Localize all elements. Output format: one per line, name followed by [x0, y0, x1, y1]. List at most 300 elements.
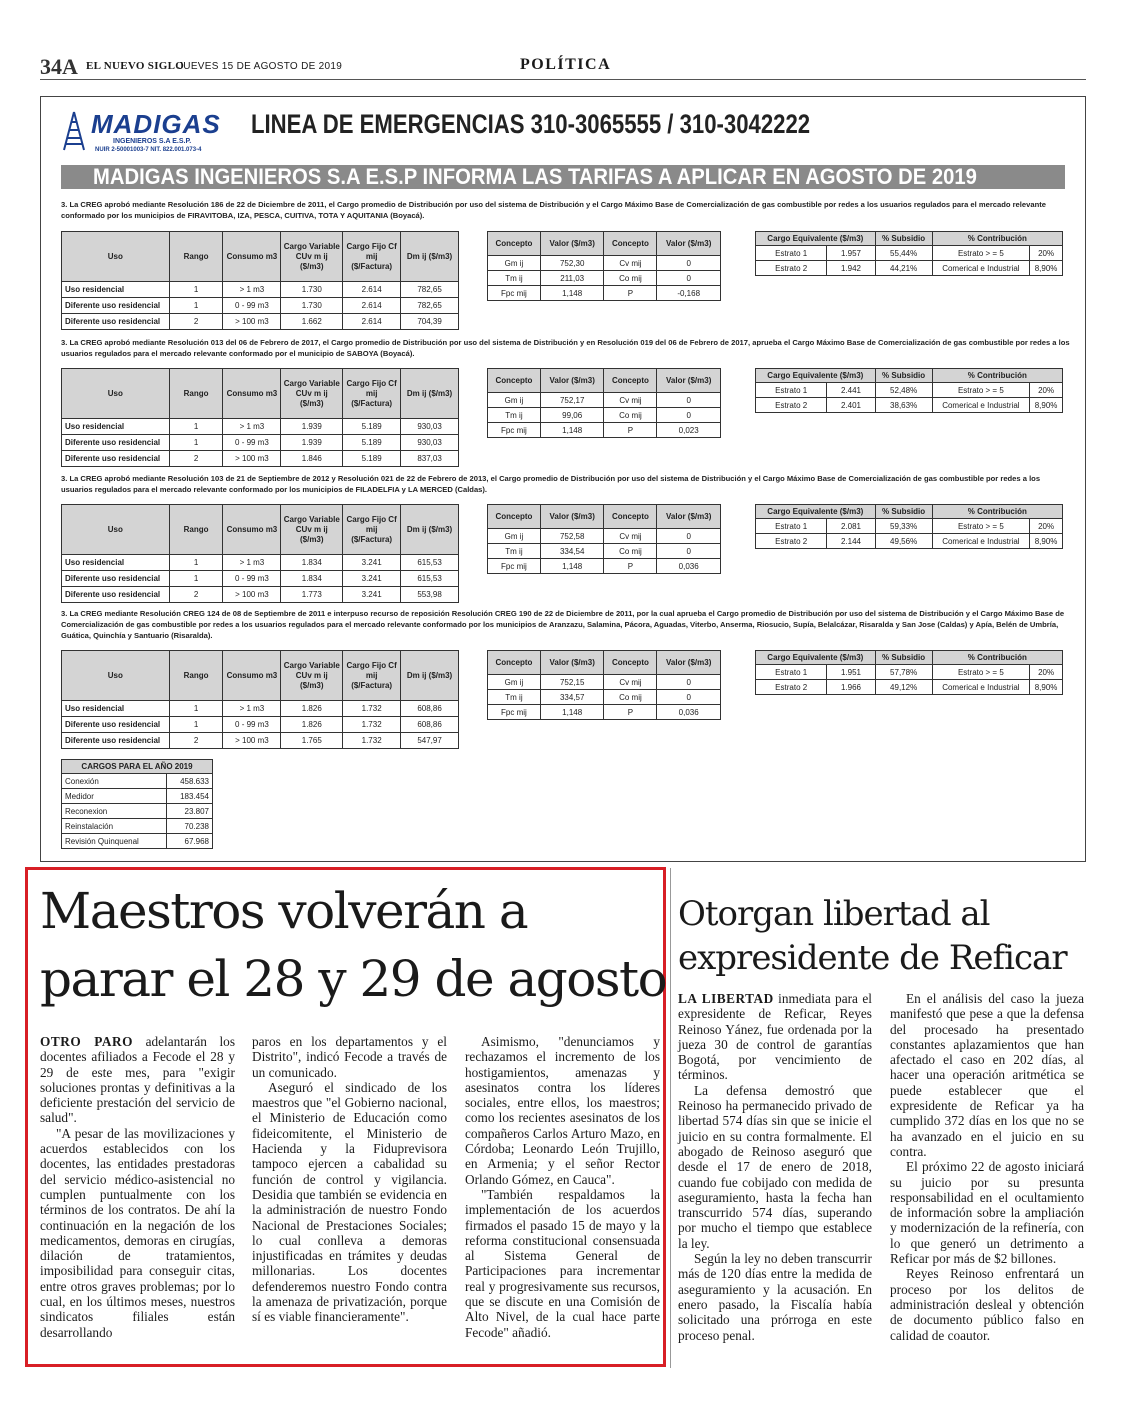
table-cell: 1 — [169, 419, 223, 435]
table-cell: 8,90% — [1030, 261, 1063, 276]
cargo-value: 183.454 — [167, 789, 213, 804]
table-cell: Cv mij — [604, 256, 657, 271]
column-header: % Contribución — [932, 651, 1062, 665]
table-cell: Fpc mij — [488, 559, 541, 574]
page-header — [40, 52, 1086, 80]
table-cell: 615,53 — [401, 555, 459, 571]
column-header: Concepto — [604, 651, 657, 675]
table-cell: 1.957 — [827, 246, 875, 261]
table-cell: Estrato 2 — [756, 534, 827, 549]
logo-wordmark: MADIGAS — [91, 109, 221, 139]
table-cell: 1.942 — [827, 261, 875, 276]
table-cell: P — [604, 559, 657, 574]
column-header: % Contribución — [932, 505, 1062, 519]
column-header: Rango — [169, 651, 223, 701]
article1-column-3 — [465, 1034, 660, 1340]
table-cell: 0 - 99 m3 — [223, 298, 281, 314]
table-cell: 1.834 — [281, 571, 343, 587]
table-cell: 2.081 — [827, 519, 875, 534]
table-cell: 0,036 — [657, 705, 721, 720]
table-cell: 52,48% — [875, 383, 932, 398]
article-text: inmediata para el expresidente de Reficar, Reyes Reinoso Yánez, fue ordenada por la jueza 30 de control de garantías Bogotá, por vencimiento de términos. — [678, 991, 872, 1083]
column-header: Valor ($/m3) — [657, 232, 721, 256]
table-cell: 2 — [169, 733, 223, 749]
column-header: Concepto — [488, 232, 541, 256]
column-header: Valor ($/m3) — [657, 369, 721, 393]
table-cell: 49,56% — [875, 534, 932, 549]
article-headline: Maestros volverán a — [40, 882, 528, 940]
table-cell: Cv mij — [604, 529, 657, 544]
madigas-logo — [61, 109, 231, 155]
table-cell: > 1 m3 — [223, 282, 281, 298]
article2-column-1 — [678, 991, 872, 1343]
column-header: % Subsidio — [875, 505, 932, 519]
tariff-main-table — [61, 368, 459, 467]
table-cell: > 1 m3 — [223, 555, 281, 571]
table-cell: 2.144 — [827, 534, 875, 549]
table-cell: 0 — [657, 408, 721, 423]
table-row — [756, 398, 1063, 413]
table-row — [62, 419, 459, 435]
tariff-main-table — [61, 231, 459, 330]
table-cell: 1.730 — [281, 282, 343, 298]
table-cell: Uso residencial — [62, 555, 170, 571]
column-header: Cargo Equivalente ($/m3) — [756, 505, 876, 519]
table-cell: Estrato 1 — [756, 519, 827, 534]
table-cell: 1.826 — [281, 717, 343, 733]
table-cell: 334,57 — [540, 690, 604, 705]
cargos-title: CARGOS PARA EL AÑO 2019 — [62, 760, 213, 774]
cargos-2019-table — [61, 759, 213, 849]
table-row — [488, 705, 721, 720]
column-header: % Contribución — [932, 232, 1062, 246]
table-cell: 2 — [169, 587, 223, 603]
table-cell: 752,15 — [540, 675, 604, 690]
cargo-value: 23.807 — [167, 804, 213, 819]
table-cell: 930,03 — [401, 435, 459, 451]
table-cell: > 1 m3 — [223, 419, 281, 435]
table-row — [62, 789, 213, 804]
cargo-label: Reinstalación — [62, 819, 167, 834]
table-cell: 1.966 — [827, 680, 875, 695]
table-cell: > 100 m3 — [223, 733, 281, 749]
table-cell: 8,90% — [1030, 680, 1063, 695]
cargo-label: Medidor — [62, 789, 167, 804]
table-cell: Estrato 2 — [756, 261, 827, 276]
banner-text: MADIGAS INGENIEROS S.A E.S.P INFORMA LAS TARIFAS A APLICAR EN AGOSTO DE 2019 — [93, 164, 977, 189]
column-header: Cargo Variable CUv m ij ($/m3) — [281, 651, 343, 701]
column-header: Cargo Variable CUv m ij ($/m3) — [281, 505, 343, 555]
table-row — [62, 571, 459, 587]
table-row — [488, 256, 721, 271]
table-row — [62, 774, 213, 789]
column-header: Concepto — [604, 232, 657, 256]
resolution-note: 3. La CREG mediante Resolución CREG 124 de 08 de Septiembre de 2011 e interpuso recurso de reposición Resolución CREG 190 de 22 de Diciembre de 2011, por la cual aprueba el Cargo promedio de Distribución por uso del sistema de Distribución y el Cargo Máximo Base de Comercialización de gas combustible por redes a los usuarios regulados para el mercado relevante conformado por los municipios de Aranzazu, Salamina, Pácora, Aguadas, Viterbo, Anserma, Riosucio, Supía, Belalcázar, Risaralda y San Jose (Caldas) y Apía, Belén de Umbría, Guática, Quinchía y Santuario (Risaralda). — [61, 609, 1065, 640]
table-cell: 1 — [169, 435, 223, 451]
table-cell: Diferente uso residencial — [62, 587, 170, 603]
table-cell: 0 — [657, 529, 721, 544]
table-cell: Estrato > = 5 — [932, 246, 1030, 261]
table-cell: 752,58 — [540, 529, 604, 544]
table-cell: Diferente uso residencial — [62, 717, 170, 733]
column-header: Rango — [169, 369, 223, 419]
resolution-note: 3. La CREG aprobó mediante Resolución 186 de 22 de Diciembre de 2011, el Cargo promedio de Distribución por uso del sistema de Distribución y el Cargo Máximo Base de Comercialización de gas combustible por redes a los usuarios regulados para el mercado relevante conformado por los municipios de FIRAVITOBA, IZA, PESCA, CUITIVA, TOTA Y AQUITANIA (Boyacá). — [61, 200, 1046, 220]
article-paragraph — [678, 991, 872, 1083]
table-cell: 2.614 — [343, 282, 401, 298]
article1-column-2 — [252, 1034, 447, 1325]
table-row — [62, 451, 459, 467]
article-paragraph: paros en los departamentos y el Distrito", indicó Fecode a través de un comunicado. — [252, 1034, 447, 1080]
table-cell: 2.401 — [827, 398, 875, 413]
table-cell: 5.189 — [343, 451, 401, 467]
table-cell: 5.189 — [343, 419, 401, 435]
table-cell: 1.732 — [343, 701, 401, 717]
column-header: Concepto — [488, 369, 541, 393]
column-header: Uso — [62, 232, 170, 282]
table-cell: 3.241 — [343, 571, 401, 587]
table-cell: Cv mij — [604, 393, 657, 408]
column-header: Cargo Equivalente ($/m3) — [756, 369, 876, 383]
column-header: Consumo m3 — [223, 232, 281, 282]
table-row — [488, 408, 721, 423]
column-header: Consumo m3 — [223, 651, 281, 701]
table-cell: 2 — [169, 451, 223, 467]
table-row — [756, 665, 1063, 680]
table-cell: Estrato 2 — [756, 398, 827, 413]
table-cell: 615,53 — [401, 571, 459, 587]
article-text: adelantarán los docentes afiliados a Fecode el 28 y 29 de este mes, para "exigir soluciones prontas y definitivas a la deficiente prestación del servicio de salud". — [40, 1034, 235, 1126]
column-header: Uso — [62, 369, 170, 419]
column-header: Valor ($/m3) — [657, 651, 721, 675]
article-headline: expresidente de Reficar — [678, 938, 1067, 978]
column-header: Concepto — [488, 651, 541, 675]
article2-column-2 — [890, 991, 1084, 1343]
column-header: Cargo Equivalente ($/m3) — [756, 232, 876, 246]
table-cell: 0 — [657, 675, 721, 690]
table-cell: 1.939 — [281, 419, 343, 435]
column-header: Concepto — [604, 369, 657, 393]
subsidy-table — [755, 504, 1063, 549]
column-header: Cargo Fijo Cf mij ($/Factura) — [343, 505, 401, 555]
table-row — [756, 383, 1063, 398]
article-kicker: OTRO PARO — [40, 1034, 133, 1049]
table-cell: 211,03 — [540, 271, 604, 286]
column-header: % Subsidio — [875, 651, 932, 665]
column-divider — [670, 868, 671, 1368]
table-cell: 2.441 — [827, 383, 875, 398]
column-header: Cargo Variable CUv m ij ($/m3) — [281, 232, 343, 282]
table-cell: 2 — [169, 314, 223, 330]
cargo-label: Reconexion — [62, 804, 167, 819]
resolution-note: 3. La CREG aprobó mediante Resolución 013 del 06 de Febrero de 2017, el Cargo promedio de Distribución por uso del sistema de Distribución y en Resolución 019 del 06 de Febrero de 2017, aprueba el Cargo Máximo Base de Comercialización de gas combustible por redes a los usuarios regulados para el mercado relevante conformado por el municipio de SABOYA (Boyacá). — [61, 338, 1070, 358]
emergency-line: LINEA DE EMERGENCIAS 310-3065555 / 310-3042222 — [251, 109, 811, 139]
column-header: Valor ($/m3) — [657, 505, 721, 529]
article-paragraph: Reyes Reinoso enfrentará un proceso por los delitos de administración desleal y obtención de documento público falso en calidad de coautor. — [890, 1266, 1084, 1343]
subsidy-table — [755, 231, 1063, 276]
cargo-label: Revisión Quinquenal — [62, 834, 167, 849]
table-cell: 0 — [657, 690, 721, 705]
table-cell: 55,44% — [875, 246, 932, 261]
table-cell: Fpc mij — [488, 705, 541, 720]
table-cell: Tm ij — [488, 271, 541, 286]
column-header: % Subsidio — [875, 369, 932, 383]
table-cell: 1 — [169, 555, 223, 571]
table-cell: > 100 m3 — [223, 587, 281, 603]
table-row — [488, 393, 721, 408]
table-cell: Estrato 1 — [756, 665, 827, 680]
table-row — [756, 534, 1063, 549]
section-title: POLÍTICA — [520, 56, 612, 73]
issue-date: JUEVES 15 DE AGOSTO DE 2019 — [178, 61, 343, 72]
table-cell: Tm ij — [488, 544, 541, 559]
table-cell: 1.732 — [343, 717, 401, 733]
table-cell: Gm ij — [488, 256, 541, 271]
table-cell: Uso residencial — [62, 282, 170, 298]
table-cell: Estrato > = 5 — [932, 665, 1030, 680]
table-cell: 20% — [1030, 665, 1063, 680]
article-paragraph: El próximo 22 de agosto iniciará su juicio por su presunta responsabilidad en el ocultamiento de información sobre la ampliación y modernización de la refinería, con lo que generó un detrimento a Reficar por más de $2 billones. — [890, 1159, 1084, 1267]
table-cell: 837,03 — [401, 451, 459, 467]
column-header: Uso — [62, 505, 170, 555]
table-cell: Diferente uso residencial — [62, 733, 170, 749]
article-paragraph: Según la ley no deben transcurrir más de 120 días entre la medida de aseguramiento y la acusación. En enero pasado, la Fiscalía había solicitado una prórroga en este proceso penal. — [678, 1251, 872, 1343]
table-cell: Gm ij — [488, 529, 541, 544]
table-cell: 782,65 — [401, 282, 459, 298]
table-cell: 3.241 — [343, 555, 401, 571]
table-cell: 0 - 99 m3 — [223, 717, 281, 733]
column-header: Dm ij ($/m3) — [401, 505, 459, 555]
table-cell: 20% — [1030, 519, 1063, 534]
table-cell: 1 — [169, 571, 223, 587]
page-number: 34A — [40, 54, 78, 79]
table-cell: 1,148 — [540, 705, 604, 720]
tariff-main-table — [61, 504, 459, 603]
table-row — [488, 286, 721, 301]
table-cell: Co mij — [604, 544, 657, 559]
table-row — [62, 435, 459, 451]
column-header: % Subsidio — [875, 232, 932, 246]
table-cell: P — [604, 286, 657, 301]
table-cell: Estrato > = 5 — [932, 519, 1030, 534]
table-cell: 49,12% — [875, 680, 932, 695]
table-cell: Comerical e Industrial — [932, 534, 1030, 549]
table-cell: 99,06 — [540, 408, 604, 423]
column-header: Consumo m3 — [223, 505, 281, 555]
table-cell: 608,86 — [401, 717, 459, 733]
table-cell: Fpc mij — [488, 286, 541, 301]
table-row — [488, 529, 721, 544]
column-header: Dm ij ($/m3) — [401, 651, 459, 701]
table-cell: Diferente uso residencial — [62, 314, 170, 330]
table-cell: 1,148 — [540, 423, 604, 438]
concept-table — [487, 650, 721, 720]
table-row — [62, 555, 459, 571]
column-header: Valor ($/m3) — [540, 505, 604, 529]
table-cell: > 100 m3 — [223, 314, 281, 330]
subsidy-table — [755, 368, 1063, 413]
table-cell: Diferente uso residencial — [62, 298, 170, 314]
table-cell: Estrato > = 5 — [932, 383, 1030, 398]
table-cell: 1.846 — [281, 451, 343, 467]
table-cell: Cv mij — [604, 675, 657, 690]
table-cell: Gm ij — [488, 675, 541, 690]
table-cell: 0,036 — [657, 559, 721, 574]
column-header: Uso — [62, 651, 170, 701]
concept-table — [487, 504, 721, 574]
table-cell: 0 — [657, 256, 721, 271]
table-cell: 20% — [1030, 383, 1063, 398]
table-cell: P — [604, 705, 657, 720]
table-cell: Tm ij — [488, 408, 541, 423]
table-row — [756, 246, 1063, 261]
column-header: Valor ($/m3) — [540, 232, 604, 256]
table-cell: 0 - 99 m3 — [223, 571, 281, 587]
table-cell: 334,54 — [540, 544, 604, 559]
table-cell: 752,30 — [540, 256, 604, 271]
column-header: Cargo Fijo Cf mij ($/Factura) — [343, 651, 401, 701]
article-paragraph: Aseguró el sindicado de los maestros que "el Gobierno nacional, el Ministerio de Educación como fideicomitente, el Ministerio de Hacienda y la Fiduprevisora tampoco ejercen a cabalidad su función de control y vigilancia. Desidia que también se evidencia en la administración de nuestro Fondo Nacional de Prestaciones Sociales; lo cual conlleva a demoras injustificadas en trámites y deudas millonarias. Los docentes defenderemos nuestro Fondo contra la amenaza de privatización, porque sí es viable financieramente". — [252, 1079, 447, 1325]
column-header: Valor ($/m3) — [540, 369, 604, 393]
cargo-value: 70.238 — [167, 819, 213, 834]
cargo-label: Conexión — [62, 774, 167, 789]
concept-table — [487, 368, 721, 438]
article-paragraph: En el análisis del caso la jueza manifestó que pese a que la defensa del procesado ha presentado constantes aplazamientos que han afectado el caso en 202 días, al hacer una operación aritmética se puede establecer que el expresidente de Reficar ya ha cumplido 372 días en los que no se ha avanzado en el juicio en su contra. — [890, 991, 1084, 1159]
table-cell: 44,21% — [875, 261, 932, 276]
article1-column-1 — [40, 1034, 235, 1340]
table-cell: 1 — [169, 282, 223, 298]
table-cell: 1.826 — [281, 701, 343, 717]
column-header: Concepto — [488, 505, 541, 529]
table-cell: 1.773 — [281, 587, 343, 603]
table-cell: Diferente uso residencial — [62, 451, 170, 467]
table-row — [488, 690, 721, 705]
table-cell: 1.939 — [281, 435, 343, 451]
table-cell: Comerical e Industrial — [932, 680, 1030, 695]
table-cell: 5.189 — [343, 435, 401, 451]
table-row — [756, 680, 1063, 695]
table-cell: 0 — [657, 271, 721, 286]
table-cell: 930,03 — [401, 419, 459, 435]
table-cell: Diferente uso residencial — [62, 435, 170, 451]
table-cell: 1.765 — [281, 733, 343, 749]
column-header: Consumo m3 — [223, 369, 281, 419]
table-cell: 1.662 — [281, 314, 343, 330]
article-paragraph: "A pesar de las movilizaciones y acuerdos establecidos con los docentes, las entidades prestadoras del servicio médico-asistencial no cumplen puntualmente con los términos de los contratos. De ahí la continuación en la negación de los medicamentos, demoras en cirugías, dilación de tratamientos, imposibilidad para conseguir citas, entre otros graves problemas; por lo cual, en los últimos meses, nuestros sindicatos filiales están desarrollando — [40, 1125, 235, 1340]
column-header: Cargo Fijo Cf mij ($/Factura) — [343, 369, 401, 419]
table-cell: 8,90% — [1030, 398, 1063, 413]
subsidy-table — [755, 650, 1063, 695]
table-row — [488, 423, 721, 438]
table-cell: 2.614 — [343, 314, 401, 330]
table-cell: 3.241 — [343, 587, 401, 603]
tariff-main-table — [61, 650, 459, 749]
article-paragraph: "También respaldamos la implementación de los acuerdos firmados el pasado 15 de mayo y la reforma constitucional consensuada al Sistema General de Participaciones para incrementar real y progresivamente sus recursos, que se discute en una Comisión de Alto Nivel, de la cual hace parte Fecode" añadió. — [465, 1186, 660, 1340]
table-cell: 0 — [657, 544, 721, 559]
table-cell: 38,63% — [875, 398, 932, 413]
table-row — [62, 804, 213, 819]
table-row — [62, 834, 213, 849]
column-header: Concepto — [604, 505, 657, 529]
table-cell: 0 — [657, 393, 721, 408]
table-cell: > 100 m3 — [223, 451, 281, 467]
newspaper-name: EL NUEVO SIGLO — [86, 60, 185, 72]
table-row — [62, 314, 459, 330]
table-row — [62, 701, 459, 717]
article-headline: parar el 28 y 29 de agosto — [40, 950, 667, 1008]
oil-rig-icon — [61, 111, 87, 151]
table-cell: 1.834 — [281, 555, 343, 571]
table-cell: 704,39 — [401, 314, 459, 330]
table-cell: Fpc mij — [488, 423, 541, 438]
table-row — [62, 717, 459, 733]
table-cell: Co mij — [604, 271, 657, 286]
table-cell: -0,168 — [657, 286, 721, 301]
table-cell: Tm ij — [488, 690, 541, 705]
logo-nit: NUIR 2-50001003-7 NIT. 822.001.073-4 — [95, 147, 202, 153]
article-paragraph: Asimismo, "denunciamos y rechazamos el incremento de los hostigamientos, amenazas y asesinatos contra los líderes sociales, entre ellos, los maestros; como los recientes asesinatos de los compañeros Carlos Arturo Mazo, en Córdoba; Leonardo León Trujillo, en Armenia; y el señor Rector Orlando Gómez, en Cauca". — [465, 1034, 660, 1187]
madigas-advertisement — [40, 96, 1086, 862]
table-row — [62, 819, 213, 834]
concept-table — [487, 231, 721, 301]
column-header: Rango — [169, 232, 223, 282]
table-cell: Comerical e Industrial — [932, 398, 1030, 413]
table-cell: Uso residencial — [62, 701, 170, 717]
table-cell: Comerical e Industrial — [932, 261, 1030, 276]
table-cell: 752,17 — [540, 393, 604, 408]
table-cell: 1 — [169, 717, 223, 733]
table-cell: 0 - 99 m3 — [223, 435, 281, 451]
table-cell: Estrato 1 — [756, 383, 827, 398]
logo-subtitle: INGENIEROS S.A E.S.P. — [113, 138, 192, 145]
table-cell: Estrato 1 — [756, 246, 827, 261]
table-cell: 0,023 — [657, 423, 721, 438]
table-cell: 57,78% — [875, 665, 932, 680]
table-cell: Co mij — [604, 690, 657, 705]
table-cell: 2.614 — [343, 298, 401, 314]
table-cell: Gm ij — [488, 393, 541, 408]
table-cell: 782,65 — [401, 298, 459, 314]
table-cell: 553,98 — [401, 587, 459, 603]
table-row — [488, 559, 721, 574]
table-cell: 1 — [169, 298, 223, 314]
column-header: Cargo Fijo Cf mij ($/Factura) — [343, 232, 401, 282]
table-cell: 1 — [169, 701, 223, 717]
column-header: Valor ($/m3) — [540, 651, 604, 675]
table-cell: 8,90% — [1030, 534, 1063, 549]
column-header: Rango — [169, 505, 223, 555]
table-cell: 547,97 — [401, 733, 459, 749]
table-cell: Uso residencial — [62, 419, 170, 435]
table-cell: 1,148 — [540, 559, 604, 574]
table-cell: Co mij — [604, 408, 657, 423]
table-cell: 1.951 — [827, 665, 875, 680]
column-header: % Contribución — [932, 369, 1062, 383]
table-row — [62, 587, 459, 603]
table-cell: 20% — [1030, 246, 1063, 261]
table-row — [62, 298, 459, 314]
table-row — [488, 544, 721, 559]
article-kicker: LA LIBERTAD — [678, 991, 774, 1006]
table-cell: P — [604, 423, 657, 438]
table-cell: 59,33% — [875, 519, 932, 534]
resolution-note: 3. La CREG aprobó mediante Resolución 103 de 21 de Septiembre de 2012 y Resolución 021 de 22 de Febrero de 2013, el Cargo promedio de Distribución por uso del sistema de Distribución y el Cargo Máximo Base de Comercialización de gas combustible por redes a los usuarios regulados para el mercado relevante conformado por los municipios de FILADELFIA y LA MERCED (Caldas). — [61, 474, 1041, 494]
table-cell: 1,148 — [540, 286, 604, 301]
table-row — [756, 519, 1063, 534]
table-row — [62, 282, 459, 298]
table-cell: 1.732 — [343, 733, 401, 749]
table-row — [62, 733, 459, 749]
table-cell: > 1 m3 — [223, 701, 281, 717]
